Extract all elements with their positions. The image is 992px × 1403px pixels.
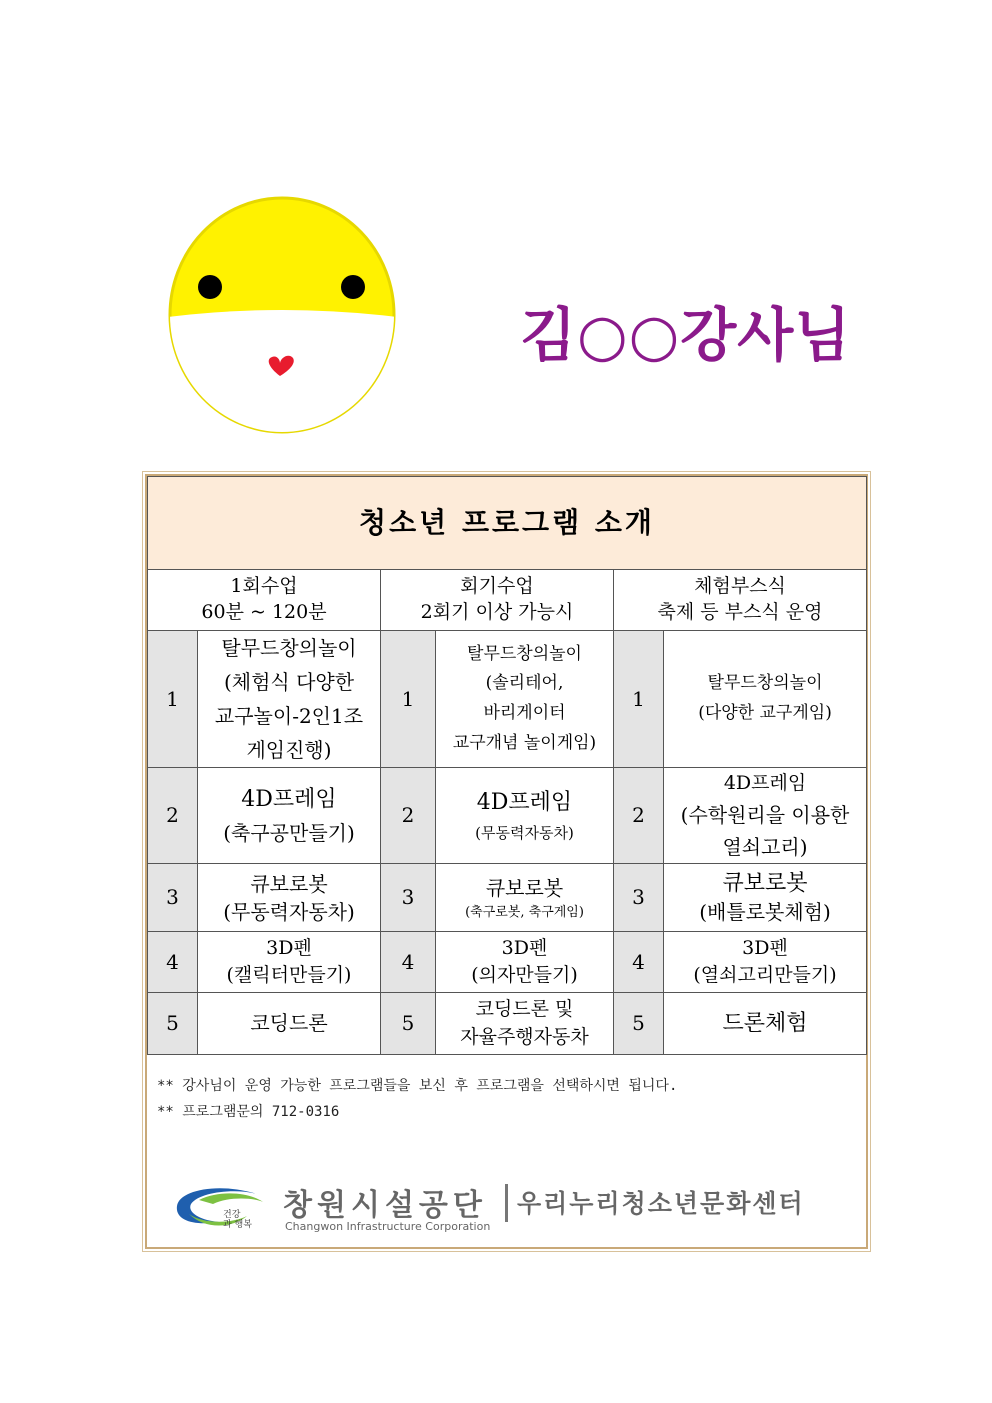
program-detail: (열쇠고리만들기) — [693, 964, 837, 986]
note-line: ** 강사님이 운영 가능한 프로그램들을 보신 후 프로그램을 선택하시면 됩니다. — [157, 1078, 678, 1094]
program-detail: 자율주행자동차 — [460, 1025, 589, 1048]
program-detail: (무동력자동차) — [475, 824, 574, 843]
program-detail: 열쇠고리) — [722, 834, 808, 859]
program-title: 4D프레임 — [241, 786, 337, 812]
row-number: 2 — [381, 768, 436, 864]
program-title: 드론체험 — [722, 1010, 808, 1036]
program-cell — [198, 932, 381, 993]
program-title: 3D펜 — [501, 937, 548, 960]
row-number: 4 — [381, 932, 436, 993]
program-title: 큐보로봇 — [722, 871, 808, 897]
row-number: 1 — [614, 631, 664, 768]
row-number: 2 — [148, 768, 198, 864]
program-table — [147, 476, 867, 1055]
slogan-line: 과 행복 — [223, 1220, 252, 1230]
table-row — [148, 864, 867, 932]
row-number: 5 — [148, 993, 198, 1055]
note-line: ** 프로그램문의 712-0316 — [157, 1104, 340, 1120]
row-number: 3 — [614, 864, 664, 932]
org-logo-icon — [169, 1180, 269, 1240]
column-header-single — [148, 570, 381, 631]
program-detail: 바리게이터 — [483, 703, 566, 723]
logo-slogan — [223, 1210, 252, 1230]
program-title: 탈무드창의놀이 — [707, 673, 823, 694]
program-detail: (다양한 교구게임) — [698, 703, 832, 723]
program-detail: 교구개념 놀이게임) — [452, 732, 597, 753]
program-detail: (축구공만들기) — [223, 821, 355, 846]
center-name: 우리누리청소년문화센터 — [517, 1189, 805, 1218]
column-header-sub: 2회기 이상 가능시 — [420, 601, 574, 623]
program-detail: (수학원리을 이용한 — [680, 802, 850, 827]
org-name-english: Changwon Infrastructure Corporation — [285, 1220, 491, 1233]
program-cell — [664, 631, 867, 768]
column-header-sub: 축제 등 부스식 운영 — [657, 601, 823, 623]
notes — [157, 1073, 677, 1125]
program-cell — [664, 993, 867, 1055]
table-title: 청소년 프로그램 소개 — [148, 477, 867, 570]
program-cell — [436, 768, 614, 864]
column-header-booth — [614, 570, 867, 631]
table-row — [148, 768, 867, 864]
row-number: 1 — [381, 631, 436, 768]
row-number: 3 — [381, 864, 436, 932]
program-title: 코딩드론 — [250, 1011, 328, 1035]
program-cell — [436, 993, 614, 1055]
program-title: 4D프레임 — [476, 790, 573, 816]
program-cell — [198, 768, 381, 864]
program-cell — [198, 631, 381, 768]
program-frame — [145, 474, 868, 1249]
table-row — [148, 631, 867, 768]
program-detail: (의자만들기) — [471, 964, 578, 986]
row-number: 3 — [148, 864, 198, 932]
program-title: 코딩드론 및 — [475, 997, 574, 1020]
program-cell — [436, 932, 614, 993]
column-header-label: 회기수업 — [460, 575, 534, 598]
column-header-label: 체험부스식 — [694, 575, 786, 598]
column-header-label: 1회수업 — [230, 575, 298, 598]
program-cell — [664, 932, 867, 993]
left-eye — [198, 275, 222, 299]
program-cell — [436, 631, 614, 768]
program-title: 탈무드창의놀이 — [467, 643, 582, 664]
program-cell — [664, 864, 867, 932]
smiley-face-illustration — [160, 190, 405, 440]
program-cell — [664, 768, 867, 864]
row-number: 2 — [614, 768, 664, 864]
program-title: 3D펜 — [742, 937, 788, 960]
program-detail: (배틀로봇체험) — [699, 899, 831, 924]
org-name: 창원시설공단 — [283, 1188, 487, 1223]
table-row — [148, 993, 867, 1055]
logo-divider — [505, 1184, 508, 1222]
program-cell — [198, 864, 381, 932]
column-header-sub: 60분 ~ 120분 — [201, 601, 327, 623]
row-number: 5 — [614, 993, 664, 1055]
program-title: 3D펜 — [266, 937, 312, 960]
row-number: 4 — [148, 932, 198, 993]
row-number: 4 — [614, 932, 664, 993]
program-detail: (체험식 다양한 — [223, 670, 355, 694]
program-detail: 게임진행) — [246, 738, 332, 762]
table-row — [148, 932, 867, 993]
program-title: 큐보로봇 — [250, 871, 328, 896]
program-detail: (캘릭터만들기) — [226, 964, 352, 986]
program-detail: (축구로봇, 축구게임) — [465, 904, 584, 920]
slogan-line: 건강 — [223, 1210, 241, 1220]
row-number: 5 — [381, 993, 436, 1055]
right-eye — [341, 275, 365, 299]
footer-logo — [169, 1176, 849, 1242]
program-title: 큐보로봇 — [485, 875, 564, 900]
program-cell — [198, 993, 381, 1055]
program-cell — [436, 864, 614, 932]
program-detail: (무동력자동차) — [223, 899, 355, 924]
row-number: 1 — [148, 631, 198, 768]
program-detail: 교구놀이-2인1조 — [214, 704, 364, 728]
column-header-session — [381, 570, 614, 631]
program-title: 탈무드창의놀이 — [221, 636, 357, 660]
program-title: 4D프레임 — [723, 772, 807, 795]
program-detail: (솔리테어, — [485, 673, 564, 694]
instructor-name: 김○○강사님 — [520, 301, 852, 369]
